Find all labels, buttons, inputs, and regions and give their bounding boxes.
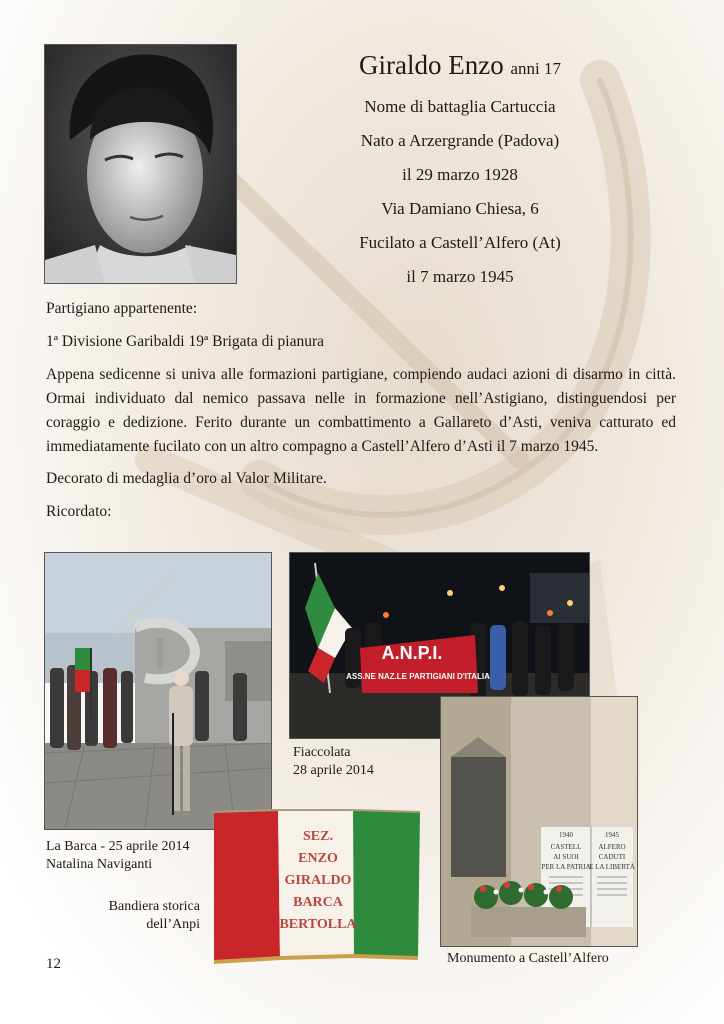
execution-place: Fucilato a Castell’Alfero (At): [359, 233, 561, 252]
birthplace: Nato a Arzergrande (Padova): [360, 131, 560, 150]
caption-bandiera: [96, 898, 200, 934]
plaque-right-line1: ALFERO: [598, 843, 626, 851]
biography-body: [46, 297, 676, 533]
affiliation-label: Partigiano appartenente:: [46, 300, 198, 317]
remembered-label: Ricordato:: [46, 503, 112, 520]
caption-fiaccolata-date: 28 aprile 2014: [293, 763, 374, 778]
photo-monumento: [440, 696, 638, 947]
caption-monumento: Monumento a Castell’Alfero: [447, 951, 609, 966]
caption-bandiera-line2: dell’Anpi: [146, 917, 200, 932]
person-age: anni 17: [510, 59, 561, 78]
flag-text-giraldo: GIRALDO: [284, 873, 352, 888]
portrait-photo: [44, 44, 237, 284]
caption-fiaccolata-title: Fiaccolata: [293, 745, 351, 760]
caption-la-barca-date: La Barca - 25 aprile 2014: [46, 839, 190, 854]
plaque-left-line2: AI SUOI: [553, 853, 579, 861]
flag-text-barca: BARCA: [293, 895, 343, 910]
biography-paragraph: Appena sedicenne si univa alle formazioni partigiane, compiendo audaci azioni di disarmo in città. Ormai individuato dal nemico passava nelle in formazione nell’Astigiano, distinguendosi per coraggio e dedizione. Ferito durante un combattimento a Gallareto d’Asti, veniva catturato ed immediatamente fucilato con un altro compagno a Castell’Alfero d’Asti il 7 marzo 1945.: [46, 366, 676, 455]
page-number: 12: [46, 956, 61, 972]
photo-bandiera: [208, 806, 424, 968]
flag-text-enzo: ENZO: [298, 851, 338, 866]
banner-title: A.N.P.I.: [381, 643, 443, 663]
plaque-left-year: 1940: [559, 831, 573, 839]
caption-bandiera-line1: Bandiera storica: [108, 899, 200, 914]
plaque-left-line3: PER LA PATRIA: [541, 863, 591, 871]
flag-text-bertolla: BERTOLLA: [279, 917, 357, 932]
street: Via Damiano Chiesa, 6: [381, 199, 539, 218]
execution-date: il 7 marzo 1945: [406, 267, 514, 286]
flag-text-sez: SEZ.: [303, 829, 333, 844]
caption-fiaccolata: [293, 744, 374, 780]
photo-la-barca: [44, 552, 272, 830]
plaque-right-line3: E LA LIBERTÀ: [589, 863, 635, 871]
biography-header: [268, 48, 652, 294]
person-name-line: [268, 48, 652, 86]
plaque-left-line1: CASTELL: [550, 843, 582, 851]
battle-name: Nome di battaglia Cartuccia: [364, 97, 556, 116]
birth-date: il 29 marzo 1928: [402, 165, 518, 184]
division-line: 1ª Divisione Garibaldi 19ª Brigata di pianura: [46, 333, 325, 350]
plaque-right-line2: CADUTI: [598, 853, 626, 861]
person-name: Giraldo Enzo: [359, 50, 504, 80]
caption-la-barca: [46, 838, 189, 874]
award-line: Decorato di medaglia d’oro al Valor Militare.: [46, 470, 327, 487]
banner-subtitle: ASS.NE NAZ.LE PARTIGIANI D'ITALIA: [346, 672, 490, 681]
plaque-right-year: 1945: [605, 831, 619, 839]
caption-la-barca-person: Natalina Naviganti: [46, 857, 153, 872]
